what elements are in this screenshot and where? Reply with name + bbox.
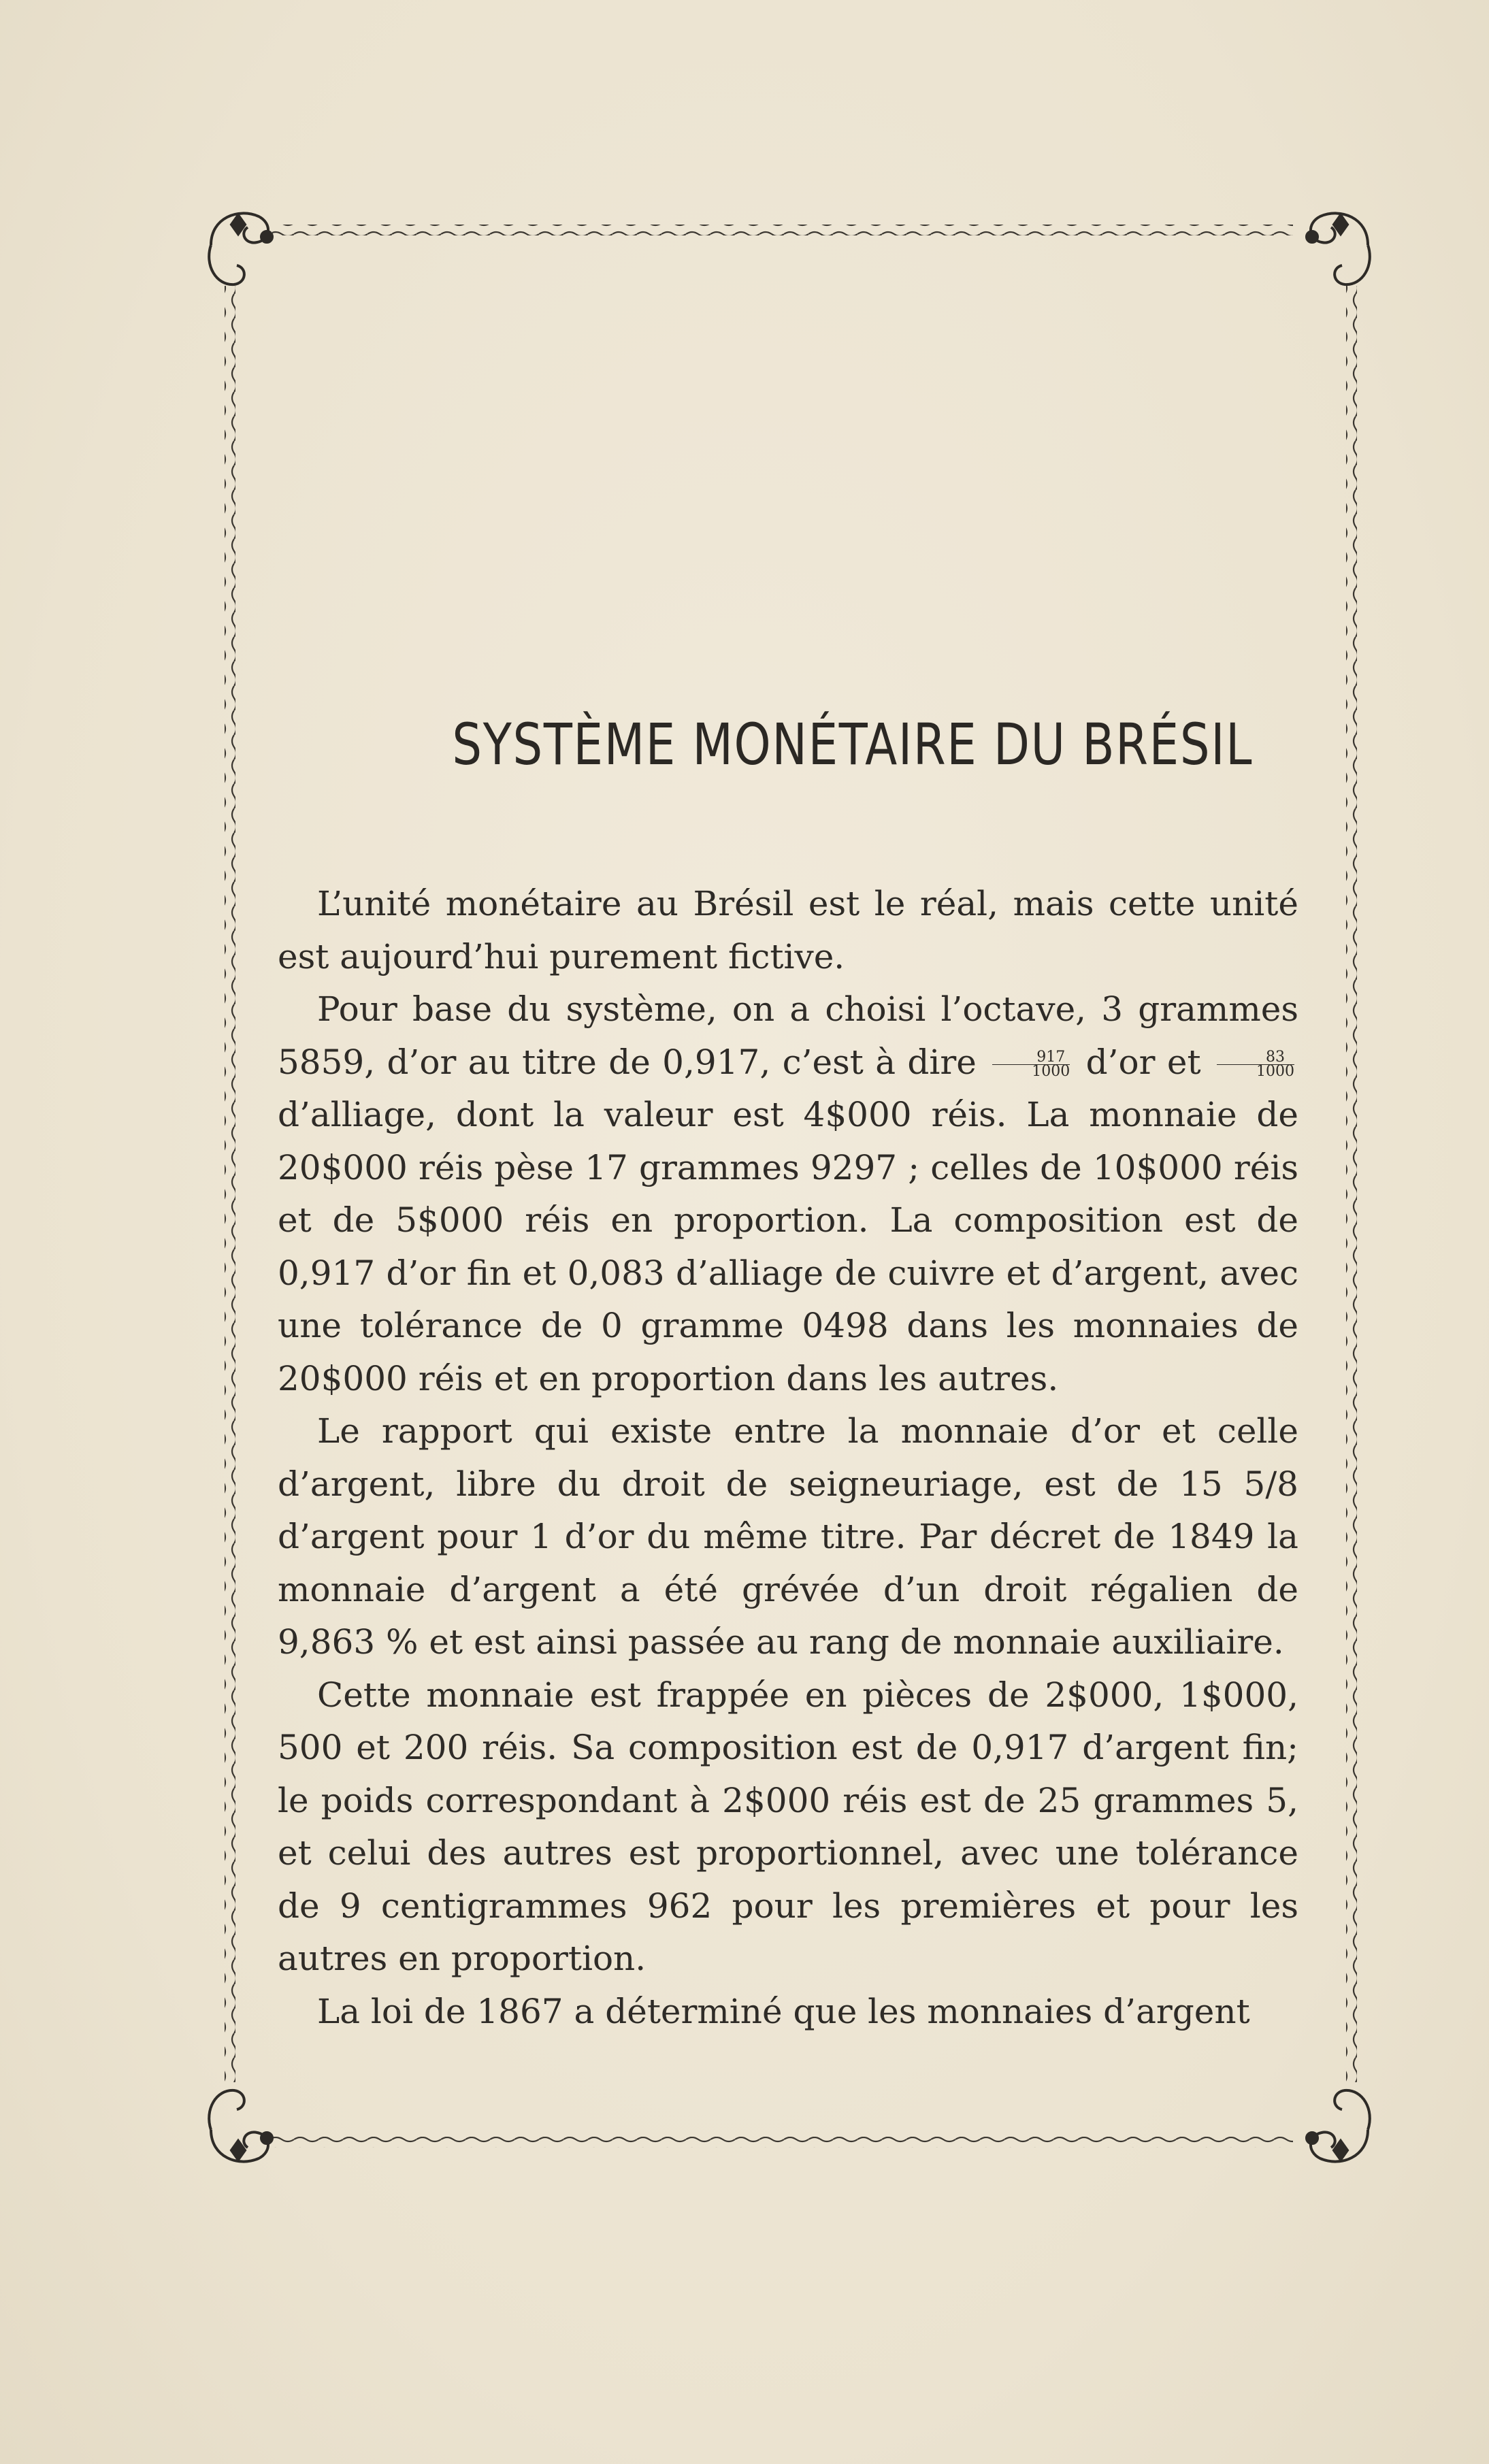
corner-ornament-top-left-icon [209, 213, 272, 284]
fraction-917-1000 [992, 1051, 1070, 1079]
paragraph-2-part-b: d’or et [1085, 1042, 1201, 1082]
paragraph-2-part-c: d’alliage, dont la valeur est 4$000 réis. La monnaie de 20$000 réis pèse 17 grammes 9297 ; celles de 10$000 réis et de 5$000 réis en proportion. La composition est de 0,917 d’or fin et 0,083 d’alliage de cuivre et d’argent, avec une tolérance de 0 gramme 0498 dans les monnaies de 20$000 réis et en proportion dans les autres. [278, 1095, 1298, 1398]
paragraph-2-part-a: Pour base du système, on a choisi l’octave, 3 grammes 5859, d’or au titre de 0,917, c’est à dire [278, 989, 1298, 1082]
fraction-denominator: 1000 [1256, 1063, 1294, 1080]
fraction-83-1000 [1217, 1051, 1294, 1079]
top-rule [272, 225, 1293, 235]
corner-ornament-top-right-icon [1307, 213, 1370, 284]
fraction-numerator: 83 [1217, 1051, 1294, 1065]
paragraph-1: L’unité monétaire au Brésil est le réal, mais cette unité est aujourd’hui purement fictive. [278, 884, 1298, 976]
fraction-denominator: 1000 [1032, 1063, 1070, 1080]
bottom-rule [272, 2137, 1293, 2148]
paragraph-5: La loi de 1867 a déterminé que les monnaies d’argent [317, 1991, 1250, 2031]
left-rule [225, 286, 235, 2082]
paragraph-3: Le rapport qui existe entre la monnaie d’or et celle d’argent, libre du droit de seigneuriage, est de 15 5/8 d’argent pour 1 d’or du même titre. Par décret de 1849 la monnaie d’argent a été grévée d’un droit régalien de 9,863 % et est ainsi passée au rang de monnaie auxiliaire. [278, 1411, 1298, 1662]
corner-ornament-bottom-right-icon [1307, 2090, 1370, 2162]
body-text [278, 878, 1298, 2038]
paragraph-2 [278, 983, 1298, 1405]
corner-ornament-bottom-left-icon [209, 2090, 272, 2162]
paragraph-4: Cette monnaie est frappée en pièces de 2$000, 1$000, 500 et 200 réis. Sa composition est de 0,917 d’argent fin; le poids correspondant à 2$000 réis est de 25 grammes 5, et celui des autres est proportionnel, avec une tolérance de 9 centigrammes 962 pour les premières et pour les autres en proportion. [278, 1675, 1298, 1978]
fraction-numerator: 917 [992, 1051, 1070, 1065]
right-rule [1346, 286, 1357, 2082]
page-title: SYSTÈME MONÉTAIRE DU BRÉSIL [452, 711, 1254, 778]
